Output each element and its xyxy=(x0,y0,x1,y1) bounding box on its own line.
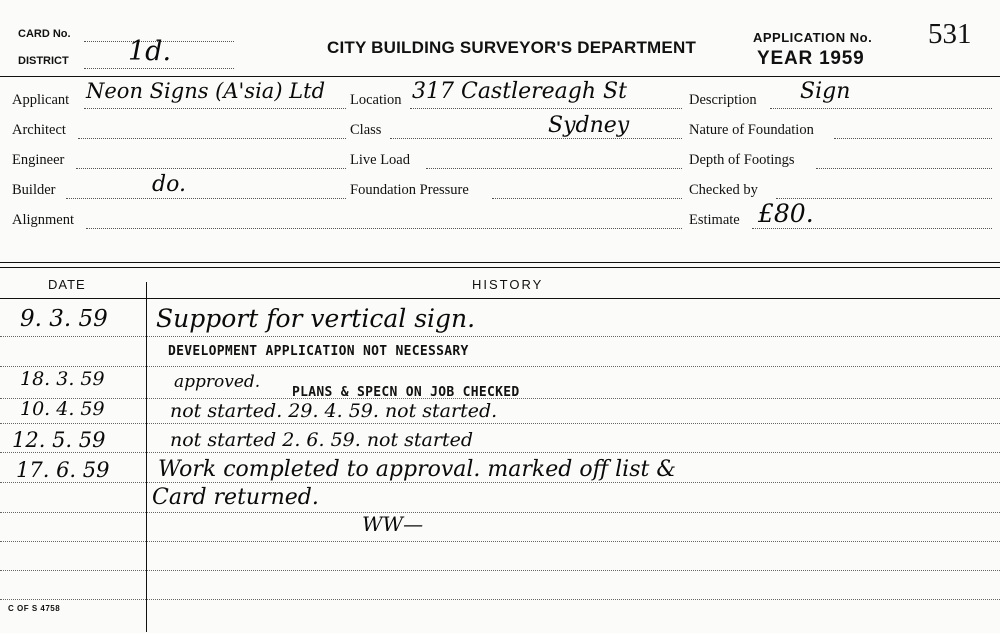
header-divider xyxy=(0,76,1000,77)
date-column-divider xyxy=(146,282,147,632)
builder-value: do. xyxy=(152,172,186,197)
application-no-label: APPLICATION No. xyxy=(753,30,873,45)
applicant-value: Neon Signs (A'sia) Ltd xyxy=(86,79,326,103)
development-application-stamp: DEVELOPMENT APPLICATION NOT NECESSARY xyxy=(168,344,469,359)
entry-date: 9. 3. 59 xyxy=(20,306,108,332)
ruled-line xyxy=(0,512,1000,513)
checked-by-label: Checked by xyxy=(689,182,758,198)
ruled-line xyxy=(0,423,1000,424)
ruled-line xyxy=(0,452,1000,453)
history-entry-text: not started. 29. 4. 59. not started. xyxy=(170,400,498,422)
nature-of-foundation-label: Nature of Foundation xyxy=(689,122,814,138)
estimate-line xyxy=(752,228,992,229)
ruled-line xyxy=(0,482,1000,483)
history-column-header: HISTORY xyxy=(472,277,544,292)
ruled-line xyxy=(0,570,1000,571)
alignment-line xyxy=(86,228,682,229)
signature-initials: WW— xyxy=(362,512,424,536)
ruled-line xyxy=(0,541,1000,542)
description-value: Sign xyxy=(800,79,851,104)
year-label: YEAR 1959 xyxy=(757,48,865,69)
location-value: 317 Castlereagh St xyxy=(412,79,627,104)
location-extra-value: Sydney xyxy=(548,113,630,138)
foundation-pressure-line xyxy=(492,198,682,199)
district-line xyxy=(84,68,234,69)
builder-label: Builder xyxy=(12,182,56,198)
history-entry-text: Work completed to approval. marked off list & xyxy=(158,457,676,482)
engineer-line xyxy=(76,168,346,169)
description-label: Description xyxy=(689,92,757,108)
department-title: CITY BUILDING SURVEYOR'S DEPARTMENT xyxy=(327,38,697,57)
section-divider-bottom xyxy=(0,267,1000,268)
estimate-label: Estimate xyxy=(689,212,740,228)
live-load-label: Live Load xyxy=(350,152,410,168)
class-label: Class xyxy=(350,122,382,138)
date-column-header: DATE xyxy=(48,277,86,292)
applicant-label: Applicant xyxy=(12,92,70,108)
architect-line xyxy=(78,138,346,139)
entry-date: 17. 6. 59 xyxy=(16,458,110,482)
table-header-divider xyxy=(0,298,1000,299)
district-label: DISTRICT xyxy=(18,55,69,67)
alignment-label: Alignment xyxy=(12,212,75,228)
depth-line xyxy=(816,168,992,169)
history-entry-text: not started 2. 6. 59. not started xyxy=(170,429,474,451)
ruled-line xyxy=(0,599,1000,600)
plans-checked-stamp: PLANS & SPECN ON JOB CHECKED xyxy=(292,385,520,400)
ruled-line xyxy=(0,366,1000,367)
ruled-line xyxy=(0,336,1000,337)
location-line xyxy=(410,108,682,109)
history-entry-text: Card returned. xyxy=(152,485,319,510)
entry-date: 10. 4. 59 xyxy=(20,398,105,420)
history-entry-text: Support for vertical sign. xyxy=(156,304,476,333)
foundation-pressure-label: Foundation Pressure xyxy=(350,182,469,198)
application-number: 531 xyxy=(928,18,972,50)
description-line xyxy=(770,108,992,109)
depth-of-footings-label: Depth of Footings xyxy=(689,152,795,168)
section-divider-top xyxy=(0,262,1000,263)
entry-date: 12. 5. 59 xyxy=(12,428,106,452)
architect-label: Architect xyxy=(12,122,66,138)
card-no-label: CARD No. xyxy=(18,28,71,40)
live-load-line xyxy=(426,168,682,169)
applicant-line xyxy=(84,108,346,109)
builder-line xyxy=(66,198,346,199)
form-number: C OF S 4758 xyxy=(8,604,61,613)
estimate-value: £80. xyxy=(758,199,814,228)
district-value: 1d. xyxy=(128,36,172,67)
class-line xyxy=(390,138,682,139)
engineer-label: Engineer xyxy=(12,152,65,168)
nature-line xyxy=(834,138,992,139)
entry-date: 18. 3. 59 xyxy=(20,368,105,390)
location-label: Location xyxy=(350,92,402,108)
history-entry-text: approved. xyxy=(174,372,261,392)
